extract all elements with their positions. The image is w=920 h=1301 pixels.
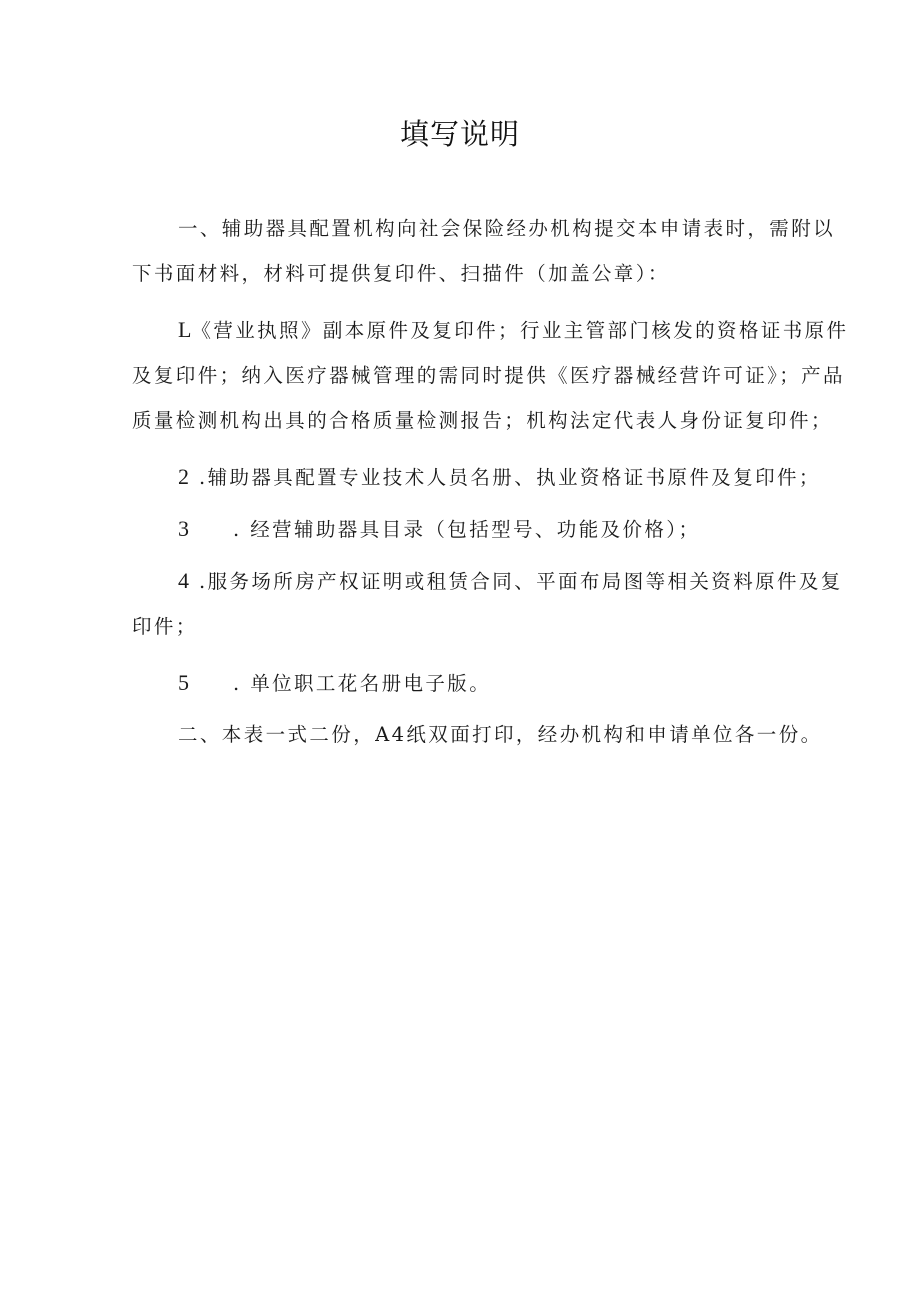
paragraph-text: 一、辅助器具配置机构向社会保险经办机构提交本申请表时，需附以下书面材料，材料可提供复印件、扫描件（加盖公章）：	[132, 217, 836, 285]
instructions-body	[132, 206, 850, 768]
list-item-1	[132, 307, 850, 443]
list-item-text: . 单位职工花名册电子版。	[233, 672, 492, 695]
list-marker: 4	[178, 568, 189, 593]
paragraph-section-two	[132, 712, 850, 757]
list-item-4	[132, 558, 850, 649]
list-marker: 5	[178, 670, 189, 695]
paragraph-section-one	[132, 206, 850, 296]
list-marker: L	[178, 317, 192, 342]
list-item-text: .辅助器具配置专业技术人员名册、执业资格证书原件及复印件；	[199, 466, 821, 489]
page-title: 填写说明	[399, 117, 520, 151]
list-marker: 2	[178, 464, 189, 489]
list-item-3	[132, 506, 850, 552]
list-item-5	[132, 660, 850, 706]
list-item-text: .服务场所房产权证明或租赁合同、平面布局图等相关资料原件及复印件；	[132, 570, 843, 638]
list-item-2	[132, 454, 850, 500]
list-item-text: . 经营辅助器具目录（包括型号、功能及价格）；	[233, 518, 701, 541]
paragraph-text: 二、本表一式二份，A4纸双面打印，经办机构和申请单位各一份。	[178, 723, 823, 746]
list-item-text: 《营业执照》副本原件及复印件；行业主管部门核发的资格证书原件及复印件；纳入医疗器械管理的需同时提供《医疗器械经营许可证》；产品质量检测机构出具的合格质量检测报告；机构法定代表人身份证复印件；	[132, 319, 849, 432]
list-marker: 3	[178, 516, 189, 541]
